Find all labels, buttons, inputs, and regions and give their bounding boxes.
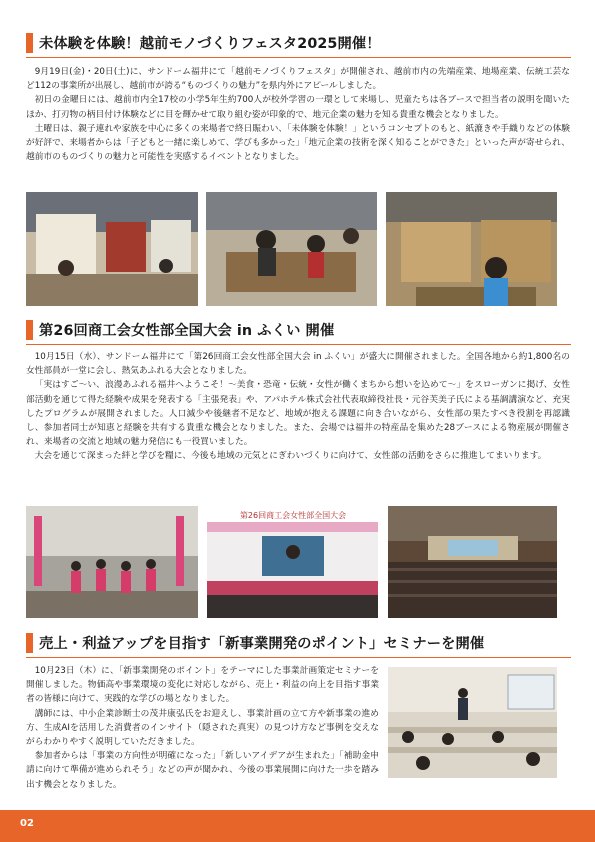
heading-accent-bar: [26, 320, 33, 340]
photo-convention-stage: [207, 506, 378, 618]
section-title: 未体験を体験！越前モノづくりフェスタ2025開催！: [39, 36, 381, 52]
heading-accent-bar: [26, 633, 33, 653]
paragraph: 9月19日(金)・20日(土)に、サンドーム福井にて「越前モノづくりフェスタ」が開催され、越前市内の先端産業、地場産業、伝統工芸など112の事業所が出展し、越前市が誇る“ものづくりの魅力”を県内外にアピールしました。: [26, 67, 570, 92]
photo-convention-hall: [388, 506, 557, 618]
stage-banner-text: 第26回商工会女性部全国大会: [239, 511, 347, 520]
section-title: 第26回商工会女性部全国大会 in ふくい 開催: [39, 323, 335, 339]
photo-convention-dance: [26, 506, 198, 618]
paragraph: 大会を通じて深まった絆と学びを糧に、今後も地域の元気とにぎわいづくりに向けて、女性部の活動をさらに推進してまいります。: [34, 451, 547, 462]
heading-underline: [26, 344, 571, 346]
heading-underline: [26, 57, 571, 59]
section-title: 売上・利益アップを目指す「新事業開発のポイント」セミナーを開催: [39, 636, 485, 652]
photo-seminar-room: [388, 667, 557, 778]
heading-accent-bar: [26, 33, 33, 53]
photo-festa-loom: [386, 192, 557, 306]
photo-festa-booth: [26, 192, 198, 306]
section-body-womens-convention: [26, 350, 570, 464]
paragraph: 参加者からは「事業の方向性が明確になった」「新しいアイデアが生まれた」「補助金申請に向けて準備が進められそう」などの声が聞かれ、今後の事業展開に向けた一歩を踏み出す機会となりました。: [26, 751, 379, 790]
paragraph: 講師には、中小企業診断士の茂井康弘氏をお迎えし、事業計画の立て方や新事業の進め方、生成AIを活用した消費者のインサイト（隠された真実）の見つけ方など事例を交えながらわかりやすく説明していただきました。: [26, 708, 379, 748]
paragraph: 初日の金曜日には、越前市内全17校の小学5年生約700人が校外学習の一環として来場し、児童たちは各ブースで担当者の説明を聞いたほか、打刃物の柄目付け体験などに目を輝かせて取り組む姿が印象的で、地元企業の魅力を知る貴重な機会となりました。: [26, 95, 570, 120]
section-body-seminar: [26, 664, 379, 792]
section-body-festa: [26, 65, 570, 164]
page-number: 02: [20, 818, 34, 829]
paragraph: 10月23日（木）に、「新事業開発のポイント」をテーマにした事業計画策定セミナーを開催しました。物価高や事業環境の変化に対応しながら、売上・利益の向上を目指す事業者の皆様に向けて、実践的な学びの場となりました。: [26, 666, 379, 705]
section-heading-womens-convention: [26, 319, 571, 341]
page-footer: [0, 810, 595, 842]
paragraph: 土曜日は、親子連れや家族を中心に多くの来場者で終日賑わい、「未体験を体験！」というコンセプトのもと、紙漉きや手織りなどの体験が好評で、来場者からは「子どもと一緒に楽しめて、学びも多かった」「地元企業の技術を深く知ることができた」といった声が寄せられ、越前市のものづくりの魅力と可能性を実感するイベントとなりました。: [26, 123, 570, 163]
section-heading-festa: [26, 32, 571, 54]
paragraph: 10月15日（水）、サンドーム福井にて「第26回商工会女性部全国大会 in ふくい」が盛大に開催されました。全国各地から約1,800名の女性部員が一堂に会し、熱気あふれる大会となりました。: [26, 352, 570, 377]
heading-underline: [26, 657, 571, 659]
photo-festa-hands-on: [206, 192, 377, 306]
paragraph: 「実はすご〜い、浪漫あふれる福井へようこそ！〜美食・恐竜・伝統・女性が働くまちから想いを込めて〜」をスローガンに掲げ、女性部活動を通じて得た経験や成果を発表する「主張発表」や、アパホテル株式会社代表取締役社長・元谷芙美子氏による基調講演など、充実したプログラムが展開されました。人口減少や後継者不足など、地域が抱える課題に向き合いながら、女性部の果たすべき役割を再認識し、参加者同士が知恵と経験を共有する貴重な機会となりました。また、会場では福井の特産品を集めた28ブースによる物産展が開催され、来場者の交流と地域の魅力発信にも一役買いました。: [26, 380, 570, 448]
section-heading-seminar: [26, 632, 571, 654]
